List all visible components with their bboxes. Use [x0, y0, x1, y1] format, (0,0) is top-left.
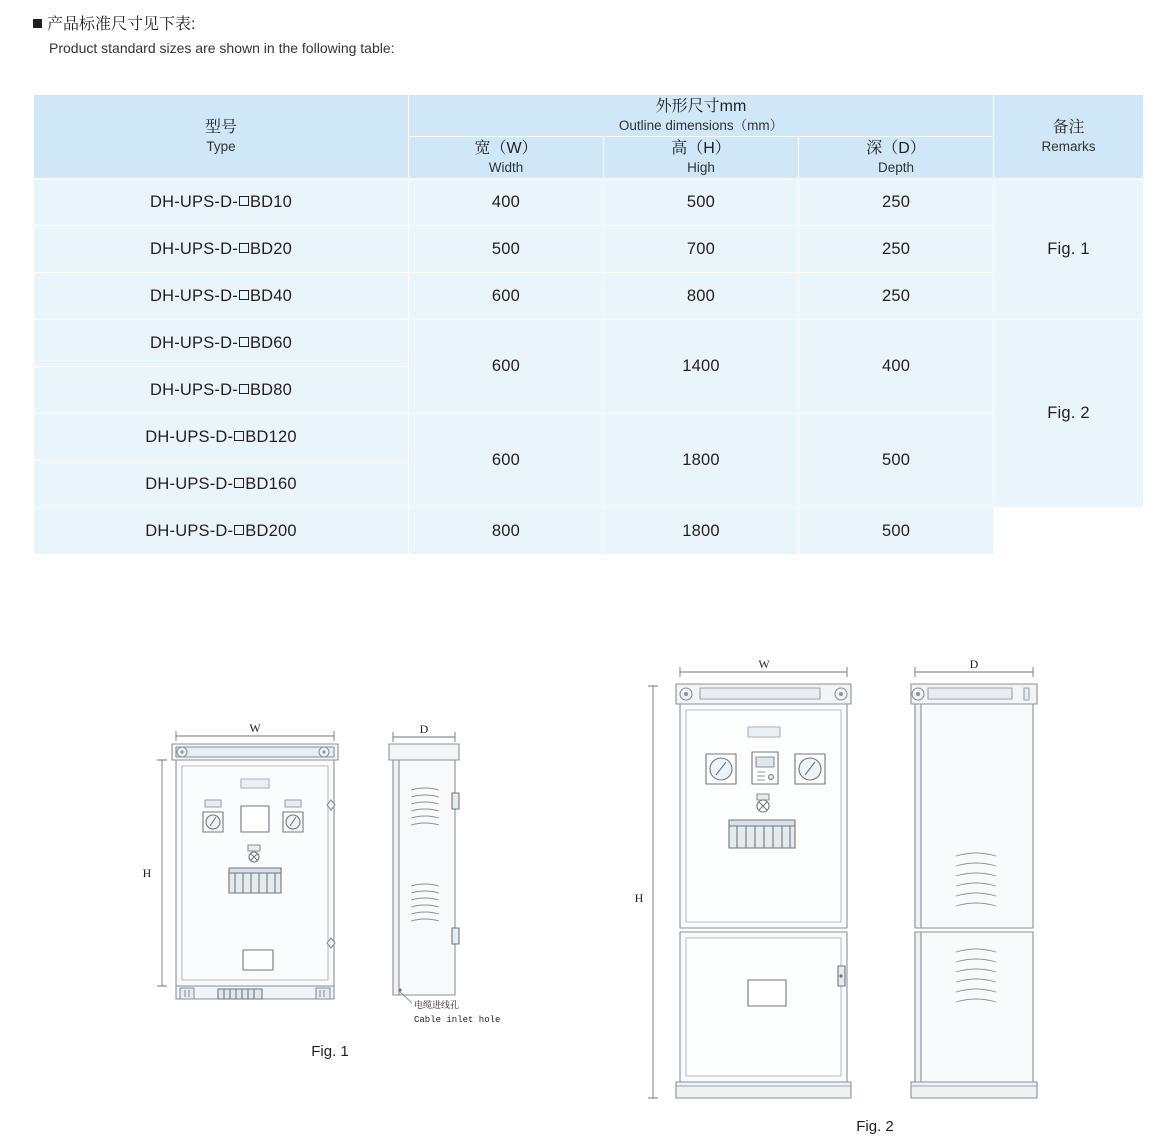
cell-width: 500: [409, 226, 604, 273]
cell-type: DH-UPS-D- BD60: [34, 320, 409, 367]
col-header-depth: 深（D） Depth: [799, 137, 994, 179]
fig2-caption: Fig. 2: [856, 1118, 894, 1135]
fig1-side-view: [389, 744, 459, 1003]
col-header-outline-dimensions: 外形尺寸mm Outline dimensions（mm）: [409, 95, 994, 137]
fig2-side-view: [911, 684, 1037, 1098]
cell-width: 600: [409, 414, 604, 508]
cell-high: 1800: [604, 414, 799, 508]
cell-remarks-fig1: Fig. 1: [994, 179, 1144, 320]
col-header-width: 宽（W） Width: [409, 137, 604, 179]
cell-type: DH-UPS-D- BD40: [34, 273, 409, 320]
cell-type: DH-UPS-D- BD120: [34, 414, 409, 461]
fig1-caption: Fig. 1: [311, 1043, 349, 1060]
heading-chinese-text: 产品标准尺寸见下表:: [47, 16, 196, 33]
cell-type: DH-UPS-D- BD80: [34, 367, 409, 414]
fig2-label-d: D: [969, 657, 979, 671]
cell-width: 800: [409, 508, 604, 555]
cell-remarks-fig2: Fig. 2: [994, 320, 1144, 508]
cell-depth: 250: [799, 179, 994, 226]
cell-type: DH-UPS-D- BD200: [34, 508, 409, 555]
cell-width: 600: [409, 273, 604, 320]
cell-high: 500: [604, 179, 799, 226]
col-header-type: 型号 Type: [34, 95, 409, 179]
fig1-label-h: H: [142, 866, 152, 880]
cell-type: DH-UPS-D- BD160: [34, 461, 409, 508]
fig2-label-w: W: [758, 657, 770, 671]
cell-depth: 400: [799, 320, 994, 414]
fig1-dim-height: [157, 760, 167, 986]
cell-depth: 250: [799, 273, 994, 320]
fig1-note-chinese: 电缆进线孔: [414, 1001, 460, 1011]
col-header-remarks: 备注 Remarks: [994, 95, 1144, 179]
cell-high: 1800: [604, 508, 799, 555]
cell-type: DH-UPS-D- BD10: [34, 179, 409, 226]
fig1-front-view: [172, 744, 338, 999]
cell-depth: 250: [799, 226, 994, 273]
cell-high: 700: [604, 226, 799, 273]
col-header-high: 高（H） High: [604, 137, 799, 179]
cell-width: 400: [409, 179, 604, 226]
fig2-dim-height: [648, 686, 658, 1098]
cell-width: 600: [409, 320, 604, 414]
fig1-note-english: Cable inlet hole: [414, 1015, 501, 1025]
cell-depth: 500: [799, 414, 994, 508]
cell-type: DH-UPS-D- BD20: [34, 226, 409, 273]
cell-high: 1400: [604, 320, 799, 414]
heading-english: Product standard sizes are shown in the following table:: [49, 40, 395, 56]
cell-depth: 500: [799, 508, 994, 555]
fig2-front-view: [676, 684, 851, 1098]
fig2-label-h: H: [634, 891, 644, 905]
fig1-label-w: W: [249, 721, 261, 735]
cell-high: 800: [604, 273, 799, 320]
fig1-label-d: D: [419, 722, 429, 736]
